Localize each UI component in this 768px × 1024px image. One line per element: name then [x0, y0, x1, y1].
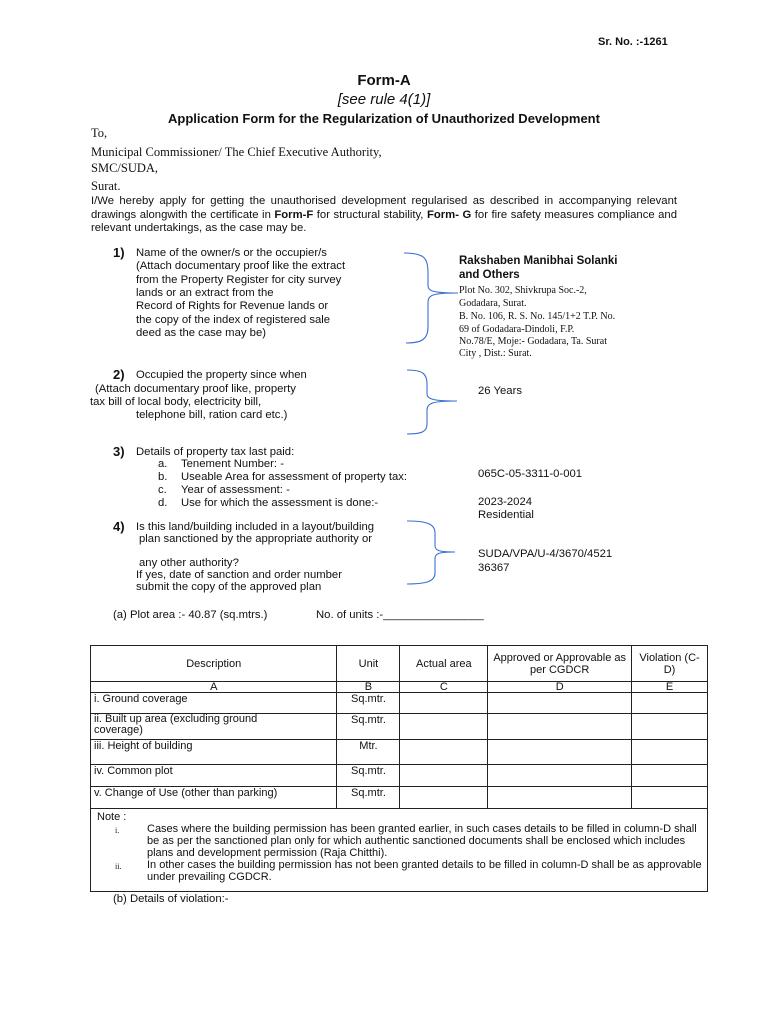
- row-unit: Sq.mtr.: [337, 693, 400, 714]
- row-unit: Sq.mtr.: [337, 714, 400, 740]
- item-1-line: lands or an extract from the: [136, 287, 274, 299]
- area-details-table: [90, 645, 708, 892]
- owner-address-line: B. No. 106, R. S. No. 145/1+2 T.P. No.: [459, 311, 616, 322]
- header-description: Description: [91, 646, 337, 682]
- header-unit: Unit: [337, 646, 400, 682]
- violation-cell[interactable]: [632, 693, 708, 714]
- tenement-number-value: 065C-05-3311-0-001: [478, 468, 583, 480]
- table-row: [91, 693, 708, 714]
- form-heading: Application Form for the Regularization of Unauthorized Development: [168, 111, 600, 126]
- item-4-line: If yes, date of sanction and order number: [136, 569, 342, 581]
- table-row: [91, 765, 708, 787]
- number-of-units: No. of units :-________________: [316, 609, 484, 621]
- item-1-line: Name of the owner/s or the occupier/s: [136, 247, 327, 259]
- assessment-year-value: 2023-2024: [478, 496, 533, 508]
- row-description: ii. Built up area (excluding ground coverage): [91, 714, 337, 740]
- item-4-line: Is this land/building included in a layout/building: [136, 521, 375, 533]
- form-title: Form-A: [357, 72, 411, 89]
- item-4-number: 4): [113, 519, 125, 534]
- violation-cell[interactable]: [632, 740, 708, 765]
- actual-area-cell[interactable]: [400, 765, 488, 787]
- approved-cell[interactable]: [488, 765, 632, 787]
- intro-text-1: I/We hereby apply for getting the unauthorised development regularised as described in accompanying relevant drawings alongwith the certificate in: [91, 195, 677, 221]
- actual-area-cell[interactable]: [400, 740, 488, 765]
- address-to: To,: [91, 126, 108, 140]
- violation-details-label: (b) Details of violation:-: [113, 893, 229, 905]
- approved-cell[interactable]: [488, 740, 632, 765]
- item-3-title: Details of property tax last paid:: [136, 446, 295, 458]
- item-1-line: (Attach documentary proof like the extract: [136, 260, 346, 272]
- note-text: Cases where the building permission has been granted earlier, in such cases details to be filled in column-D shall be as per the sanctioned plan only for which authentic sanctioned documents shall be enclosed which includes plans and development permission (Raja Chitthi).: [147, 823, 697, 859]
- row-description: iv. Common plot: [91, 765, 337, 787]
- table-note: [91, 809, 708, 892]
- item-2-line: Occupied the property since when: [136, 369, 307, 381]
- owner-address-line: No.78/E, Moje:- Godadara, Ta. Surat: [459, 336, 607, 347]
- violation-cell[interactable]: [632, 765, 708, 787]
- item-3-number: 3): [113, 444, 125, 459]
- item-1-line: from the Property Register for city survey: [136, 274, 342, 286]
- item-1-number: 1): [113, 245, 125, 260]
- column-letter: C: [400, 682, 488, 693]
- intro-text-3: for fire safety measures compliance and relevant undertakings, as the case may be.: [91, 208, 677, 234]
- sanction-order-value: SUDA/VPA/U-4/3670/4521: [478, 548, 613, 560]
- header-actual-area: Actual area: [400, 646, 488, 682]
- intro-text-2: for structural stability,: [313, 208, 427, 221]
- owner-address-line: 69 of Godadara-Dindoli, F.P.: [459, 324, 575, 335]
- form-f-ref: Form-F: [274, 208, 314, 221]
- form-g-ref: Form- G: [426, 208, 472, 221]
- row-unit: Sq.mtr.: [337, 787, 400, 809]
- address-line-3: Surat.: [91, 179, 121, 193]
- violation-cell[interactable]: [632, 714, 708, 740]
- item-3-sub-mark: b.: [158, 471, 168, 483]
- row-description: v. Change of Use (other than parking): [91, 787, 337, 809]
- item-2-line: telephone bill, ration card etc.): [136, 409, 288, 421]
- brace-icon: [402, 251, 462, 346]
- actual-area-cell[interactable]: [400, 714, 488, 740]
- note-item: [115, 823, 703, 859]
- occupied-since-value: 26 Years: [478, 385, 522, 397]
- table-row: [91, 714, 708, 740]
- item-3-sub-text: Tenement Number: -: [181, 458, 284, 470]
- brace-icon: [405, 519, 465, 587]
- item-1-line: Record of Rights for Revenue lands or: [136, 300, 329, 312]
- item-4-line: submit the copy of the approved plan: [136, 581, 322, 593]
- serial-number: Sr. No. :-1261: [598, 36, 668, 48]
- approved-cell[interactable]: [488, 787, 632, 809]
- item-3-sub-mark: d.: [158, 497, 168, 509]
- owner-name: and Others: [459, 269, 520, 281]
- note-title: Note :: [97, 811, 127, 823]
- table-row: [91, 740, 708, 765]
- note-item: [115, 859, 703, 883]
- item-3-sub-text: Year of assessment: -: [181, 484, 290, 496]
- note-mark: ii.: [115, 862, 122, 871]
- brace-icon: [405, 368, 465, 438]
- approved-cell[interactable]: [488, 714, 632, 740]
- item-3-sub-text: Useable Area for assessment of property tax:: [181, 471, 408, 483]
- owner-address-line: Plot No. 302, Shivkrupa Soc.-2,: [459, 285, 587, 296]
- column-letter: D: [488, 682, 632, 693]
- column-letter: E: [632, 682, 708, 693]
- violation-cell[interactable]: [632, 787, 708, 809]
- intro-paragraph: [91, 195, 677, 236]
- item-3-sub-mark: a.: [158, 458, 168, 470]
- row-unit: Mtr.: [337, 740, 400, 765]
- header-approved: Approved or Approvable as per CGDCR: [488, 646, 632, 682]
- item-4-line: plan sanctioned by the appropriate authority or: [139, 533, 372, 545]
- item-3-sub-mark: c.: [158, 484, 167, 496]
- actual-area-cell[interactable]: [400, 693, 488, 714]
- table-row: [91, 787, 708, 809]
- item-3-sub-text: Use for which the assessment is done:-: [181, 497, 379, 509]
- item-2-line: tax bill of local body, electricity bill,: [90, 396, 262, 408]
- plot-area: (a) Plot area :- 40.87 (sq.mtrs.): [113, 609, 268, 621]
- item-1-line: deed as the case may be): [136, 327, 266, 339]
- header-violation: Violation (C-D): [632, 646, 708, 682]
- owner-name: Rakshaben Manibhai Solanki: [459, 255, 618, 267]
- owner-address-line: Godadara, Surat.: [459, 298, 527, 309]
- item-2-line: (Attach documentary proof like, property: [95, 383, 296, 395]
- row-description: i. Ground coverage: [91, 693, 337, 714]
- note-text: In other cases the building permission has not been granted details to be filled in column-D shall be as approvable under prevailing CGDCR.: [147, 859, 702, 883]
- item-2-number: 2): [113, 367, 125, 382]
- actual-area-cell[interactable]: [400, 787, 488, 809]
- column-letter: B: [337, 682, 400, 693]
- assessment-use-value: Residential: [478, 509, 534, 521]
- column-letter: A: [91, 682, 337, 693]
- row-unit: Sq.mtr.: [337, 765, 400, 787]
- approved-cell[interactable]: [488, 693, 632, 714]
- form-rule-reference: [see rule 4(1)]: [337, 91, 431, 108]
- sanction-order-value-2: 36367: [478, 562, 510, 574]
- row-description: iii. Height of building: [91, 740, 337, 765]
- item-1-line: the copy of the index of registered sale: [136, 314, 331, 326]
- address-line-2: SMC/SUDA,: [91, 161, 159, 175]
- owner-address-line: City , Dist.: Surat.: [459, 348, 532, 359]
- item-4-line: any other authority?: [139, 557, 239, 569]
- address-line-1: Municipal Commissioner/ The Chief Executive Authority,: [91, 145, 382, 159]
- note-mark: i.: [115, 826, 120, 835]
